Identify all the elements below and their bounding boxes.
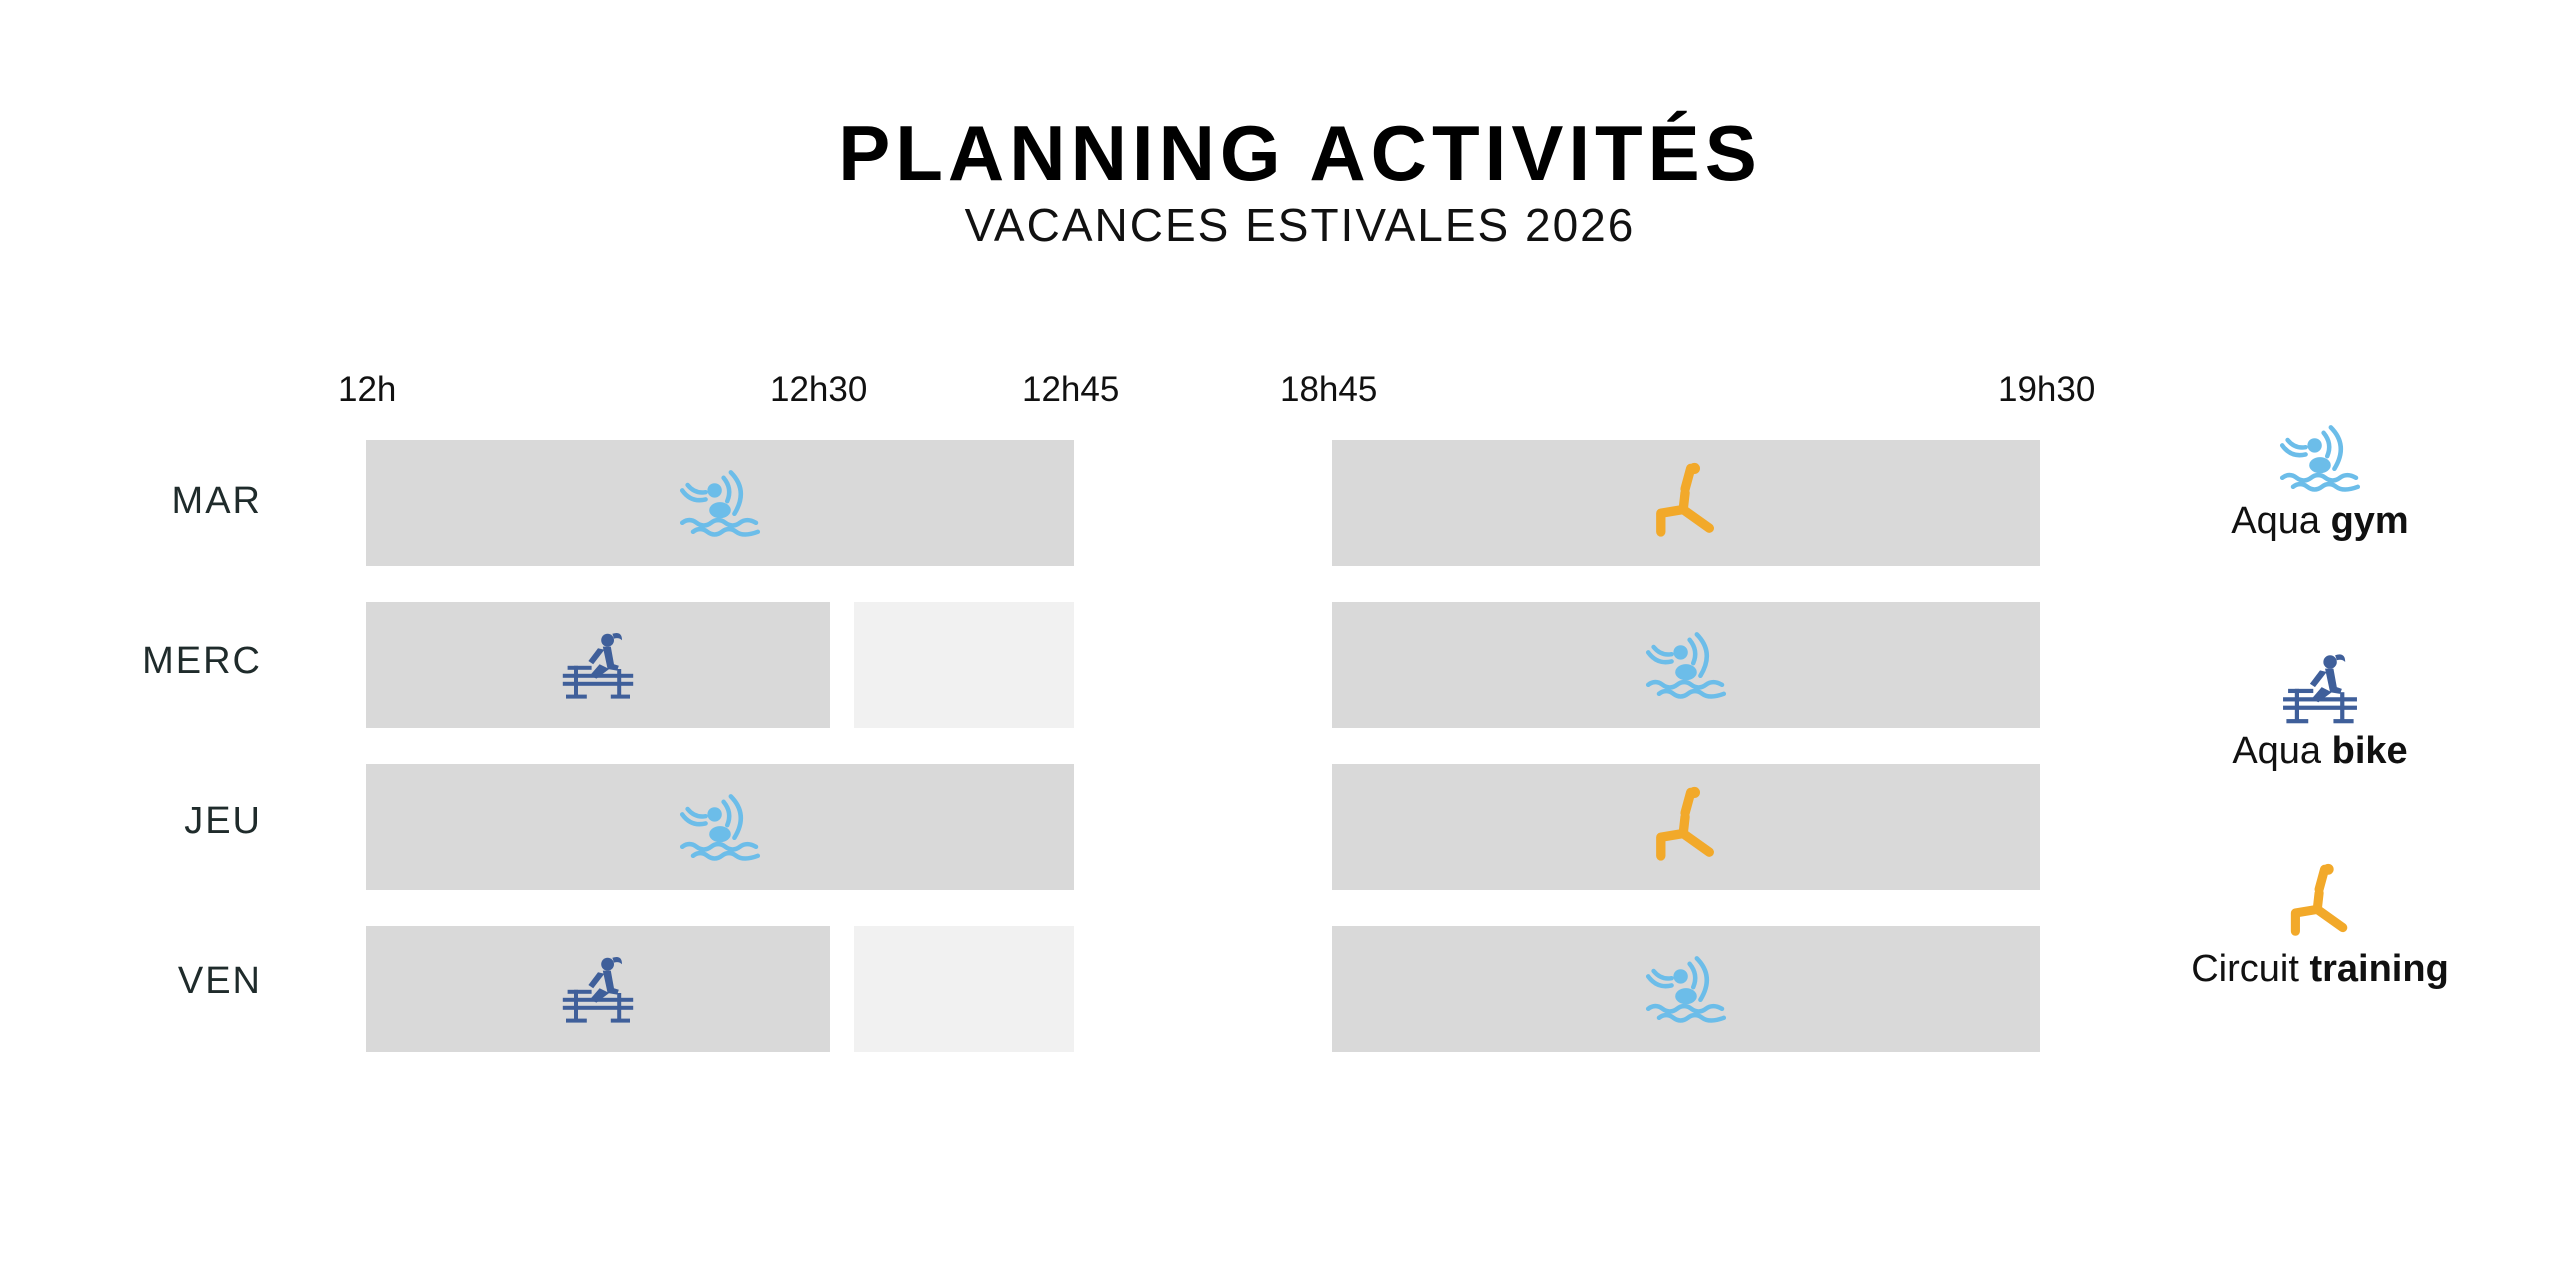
day-label-merc: MERC [142,640,262,682]
circuit-training-icon [1653,461,1719,545]
aqua-bike-icon [2278,650,2362,726]
page-subtitle: VACANCES ESTIVALES 2026 [964,199,1636,251]
circuit-training-icon [1653,785,1719,869]
slot-ven-midday [366,926,830,1052]
legend-aqua-gym [2120,420,2520,543]
circuit-training-icon [2287,862,2353,944]
day-label-jeu: JEU [184,800,262,842]
aqua-gym-icon [675,791,765,863]
aqua-gym-icon [1641,629,1731,701]
legend-label-aqua-gym: Aqua gym [2231,500,2409,542]
time-label-18h45: 18h45 [1280,370,1378,409]
day-label-ven: VEN [177,960,262,1002]
day-label-mar: MAR [171,480,262,522]
slot-mar-midday [366,440,1074,566]
aqua-bike-icon [558,953,638,1025]
legend-aqua-bike [2120,650,2520,773]
time-label-12h45: 12h45 [1022,370,1120,409]
slot-ven-evening [1332,926,2040,1052]
page-title: PLANNING ACTIVITÉS [838,109,1762,197]
slot-jeu-evening [1332,764,2040,890]
time-label-12h: 12h [338,370,397,409]
legend-label-aqua-bike: Aqua bike [2232,730,2408,772]
time-label-12h30: 12h30 [770,370,868,409]
aqua-gym-icon [2275,420,2365,496]
time-label-19h30: 19h30 [1998,370,2096,409]
slot-ven-extra-empty [854,926,1074,1052]
slot-merc-midday [366,602,830,728]
legend-circuit-training [2120,862,2520,991]
legend-label-circuit-training: Circuit training [2191,948,2449,990]
aqua-gym-icon [675,467,765,539]
aqua-gym-icon [1641,953,1731,1025]
slot-merc-evening [1332,602,2040,728]
slot-jeu-midday [366,764,1074,890]
slot-merc-extra-empty [854,602,1074,728]
slot-mar-evening [1332,440,2040,566]
aqua-bike-icon [558,629,638,701]
